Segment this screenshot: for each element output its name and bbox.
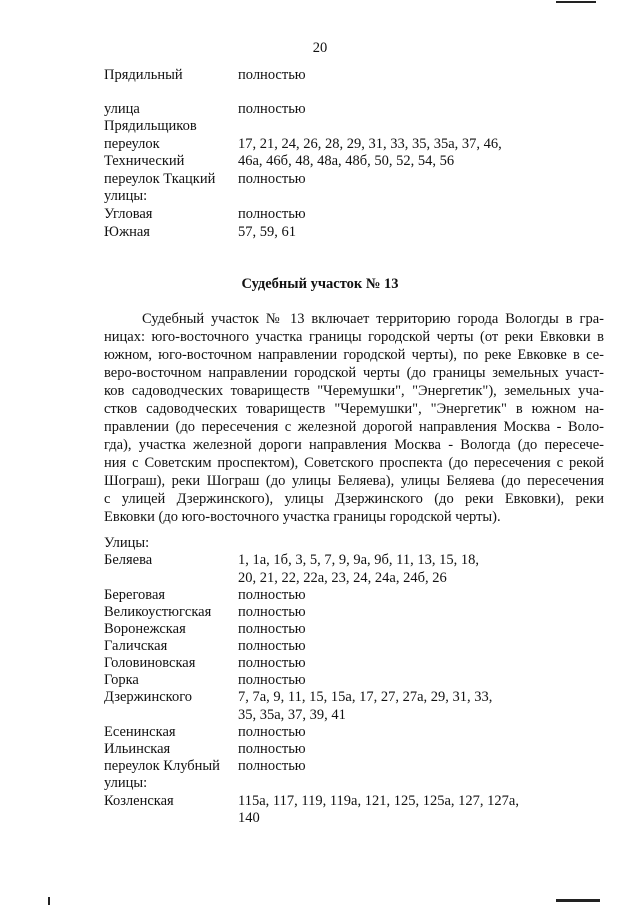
house-numbers: полностью: [238, 206, 306, 222]
street-name: улицы:: [104, 188, 148, 204]
table-row: [104, 775, 604, 792]
table-row: [104, 724, 604, 741]
paragraph-line: ния с Советским проспектом), Советского проспекта (до пересечения с рекой: [104, 455, 604, 471]
section-title: Судебный участок № 13: [241, 276, 399, 292]
house-numbers: 46а, 46б, 48, 48а, 48б, 50, 52, 54, 56: [238, 153, 455, 169]
house-numbers: полностью: [238, 604, 306, 620]
paragraph-line: Евковки (до юго-восточного участка границы городской черты).: [104, 509, 501, 525]
street-name: Технический: [104, 153, 185, 169]
paragraph-line: гда), участка железной дороги направления Москва - Вологда (до пересече-: [104, 437, 604, 453]
street-name: Улицы:: [104, 535, 150, 551]
house-numbers: полностью: [238, 724, 306, 740]
street-name: Южная: [104, 224, 150, 240]
table-row: [104, 604, 604, 621]
paragraph-line: ков садоводческих товариществ "Черемушки", "Энергетик"), земельных уча-: [104, 383, 604, 399]
table-row: [104, 638, 604, 655]
house-numbers: полностью: [238, 741, 306, 757]
street-name: Козленская: [104, 793, 174, 809]
house-numbers: 140: [238, 810, 260, 826]
house-numbers: 57, 59, 61: [238, 224, 296, 240]
table-row: [104, 793, 604, 810]
house-numbers: полностью: [238, 672, 306, 688]
house-numbers: полностью: [238, 621, 306, 637]
street-name: переулок: [104, 136, 160, 152]
street-name: Воронежская: [104, 621, 186, 637]
table-row: [104, 570, 604, 587]
street-name: Дзержинского: [104, 689, 193, 705]
table-row: [104, 587, 604, 604]
house-numbers: 20, 21, 22, 22а, 23, 24, 24а, 24б, 26: [238, 570, 447, 586]
table-row: [104, 621, 604, 638]
table-row: [104, 810, 604, 827]
paragraph-line: стков садоводческих товариществ "Черемушки", "Энергетик" в южном на-: [104, 401, 604, 417]
street-name: улица: [104, 101, 140, 117]
street-name: Головиновская: [104, 655, 196, 671]
paragraph-line: правлении (до пересечения с железной дорогой направления Москва - Воло-: [104, 419, 604, 435]
street-name: Есенинская: [104, 724, 176, 740]
street-name: Прядильщиков: [104, 118, 197, 134]
page-number: 20: [312, 40, 328, 56]
paragraph-line: ницах: юго-восточного участка границы городской черты (от реки Евковки в: [104, 329, 604, 345]
street-name: переулок Ткацкий: [104, 171, 216, 187]
scan-mark-bottom-right: [556, 899, 600, 902]
table-row: [104, 535, 604, 552]
paragraph-line: Шограш), реки Шограш (до улицы Беляева), улицы Беляева (до пересечения: [104, 473, 604, 489]
house-numbers: полностью: [238, 171, 306, 187]
table-row: [104, 224, 604, 241]
table-row: [104, 758, 604, 775]
street-name: Угловая: [104, 206, 153, 222]
scan-mark-top-right: [556, 1, 596, 3]
street-name: Ильинская: [104, 741, 171, 757]
street-name: улицы:: [104, 775, 148, 791]
table-row: [104, 101, 604, 118]
street-name: Прядильный: [104, 67, 183, 83]
street-name: Береговая: [104, 587, 166, 603]
table-row: [104, 153, 604, 170]
table-row: [104, 707, 604, 724]
house-numbers: 7, 7а, 9, 11, 15, 15а, 17, 27, 27а, 29, 31, 33,: [238, 689, 493, 705]
table-row: [104, 552, 604, 569]
house-numbers: полностью: [238, 101, 306, 117]
street-name: Беляева: [104, 552, 153, 568]
house-numbers: полностью: [238, 758, 306, 774]
street-name: переулок Клубный: [104, 758, 220, 774]
street-name: Галичская: [104, 638, 168, 654]
table-row: [104, 188, 604, 205]
table-row: [104, 689, 604, 706]
house-numbers: полностью: [238, 655, 306, 671]
scan-mark-bottom-left: [48, 897, 50, 905]
table-row: [104, 741, 604, 758]
paragraph-line: веро-восточном направлении городской черты (до границы земельных участ-: [104, 365, 604, 381]
house-numbers: полностью: [238, 587, 306, 603]
house-numbers: 17, 21, 24, 26, 28, 29, 31, 33, 35, 35а, 37, 46,: [238, 136, 502, 152]
table-row: [104, 655, 604, 672]
house-numbers: 115а, 117, 119, 119а, 121, 125, 125а, 127, 127а,: [238, 793, 519, 809]
table-row: [104, 672, 604, 689]
house-numbers: 1, 1а, 1б, 3, 5, 7, 9, 9а, 9б, 11, 13, 15, 18,: [238, 552, 479, 568]
table-row: [104, 206, 604, 223]
table-row: [104, 136, 604, 153]
house-numbers: полностью: [238, 638, 306, 654]
paragraph-line: с улицей Дзержинского), улицы Дзержинского (до реки Евковки), реки: [104, 491, 604, 507]
paragraph-line: южном, юго-восточном направлении городской черты), по реке Евковке в се-: [104, 347, 604, 363]
table-row: [104, 171, 604, 188]
street-name: Горка: [104, 672, 139, 688]
table-row: [104, 118, 604, 135]
table-row: [104, 67, 604, 84]
house-numbers: 35, 35а, 37, 39, 41: [238, 707, 346, 723]
paragraph-line: Судебный участок № 13 включает территорию города Вологды в гра-: [142, 311, 604, 327]
street-name: Великоустюгская: [104, 604, 212, 620]
house-numbers: полностью: [238, 67, 306, 83]
